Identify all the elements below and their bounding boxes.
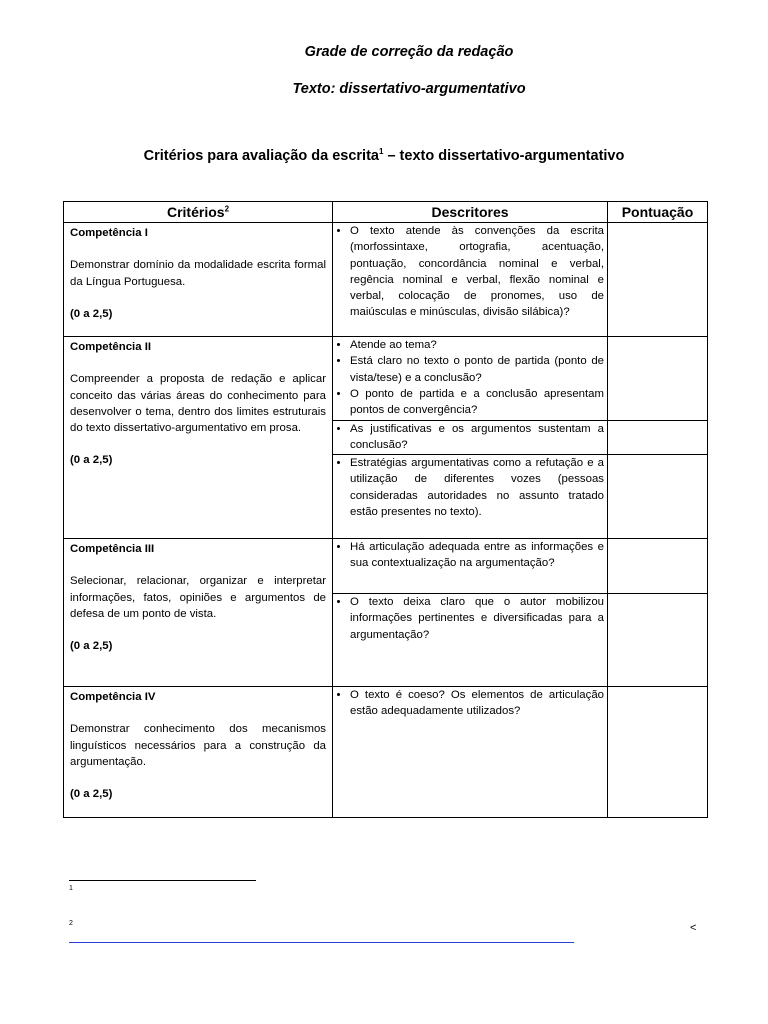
criterion-cell [64,687,333,818]
competence-text: Compreender a proposta de redação e aplicar conceito das várias áreas do conhecimento para desenvolver o tema, dentro dos limites estruturais do texto dissertativo-argumentativo em prosa. [70,373,326,435]
competence-text: Demonstrar domínio da modalidade escrita formal da Língua Portuguesa. [70,259,326,288]
descriptor-cell [333,223,608,337]
footnote-link-underline[interactable] [69,942,574,943]
list-item: • O texto é coeso? Os elementos de articulação estão adequadamente utilizados? [350,687,604,720]
descriptor-cell [333,455,608,539]
section-heading [0,147,768,164]
list-item: • Está claro no texto o ponto de partida (ponto de vista/tese) e a conclusão? [350,353,604,386]
descriptor-cell [333,594,608,687]
descriptor-cell [333,337,608,421]
criterion-cell [64,223,333,337]
doc-subtitle: Texto: dissertativo-argumentativo [292,81,526,97]
list-item: • O texto atende às convenções da escrita (morfossintaxe, ortografia, acentuação, pontuação, concordância nominal e verbal, regência nominal e verbal, flexão nominal e verbal, colocação de pronomes, uso de maiúsculas e minúsculas, divisão silábica)? [350,223,604,321]
criterion-cell [64,539,333,687]
competence-name: Competência III [70,543,155,555]
list-item: • O texto deixa claro que o autor mobilizou informações pertinentes e diversificadas para a argumentação? [350,594,604,643]
heading-text-end: – texto dissertativo-argumentativo [383,147,625,164]
table-row [64,539,708,594]
score-cell [608,539,708,594]
score-cell [608,455,708,539]
doc-title: Grade de correção da redação [304,44,514,60]
table-row [64,687,708,818]
footnote-marker: < [690,922,697,934]
table-header-row [64,202,708,223]
score-cell [608,687,708,818]
list-item: • Há articulação adequada entre as informações e sua contextualização na argumentação? [350,539,604,572]
criteria-table [63,201,708,818]
table-row [64,223,708,337]
table-row [64,337,708,421]
descriptor-cell [333,687,608,818]
competence-score-range: (0 a 2,5) [70,307,113,320]
descriptor-cell [333,539,608,594]
header-descritores: Descritores [333,202,608,223]
list-item: • O ponto de partida e a conclusão apresentam pontos de convergência? [350,386,604,419]
list-item: • Atende ao tema? [350,337,604,353]
footnote-2: 2 [69,920,73,927]
score-cell [608,421,708,455]
score-cell [608,337,708,421]
descriptor-cell [333,421,608,455]
criterion-cell [64,337,333,539]
competence-name: Competência IV [70,691,156,703]
footnote-1: 1 [69,885,73,892]
footnote-separator [69,880,256,881]
competence-text: Demonstrar conhecimento dos mecanismos linguísticos necessários para a construção da argumentação. [70,723,326,768]
score-cell [608,223,708,337]
score-cell [608,594,708,687]
competence-name: Competência I [70,227,148,239]
competence-score-range: (0 a 2,5) [70,454,113,467]
footnote-ref-2: 2 [224,204,230,214]
competence-score-range: (0 a 2,5) [70,640,113,653]
competence-score-range: (0 a 2,5) [70,788,113,801]
competence-name: Competência II [70,341,152,353]
footnote-ref-1: 1 [378,147,384,156]
heading-text: Critérios para avaliação da escrita [143,147,379,164]
competence-text: Selecionar, relacionar, organizar e interpretar informações, fatos, opiniões e argumentos de defesa de um ponto de vista. [70,575,326,620]
header-pontuacao: Pontuação [608,202,708,223]
list-item: • As justificativas e os argumentos sustentam a conclusão? [350,421,604,454]
list-item: • Estratégias argumentativas como a refutação e a utilização de diferentes vozes (pessoas consideradas autoridades no assunto tratado estão presentes no texto). [350,455,604,520]
header-criterios: Critérios$^2$ [64,202,333,223]
